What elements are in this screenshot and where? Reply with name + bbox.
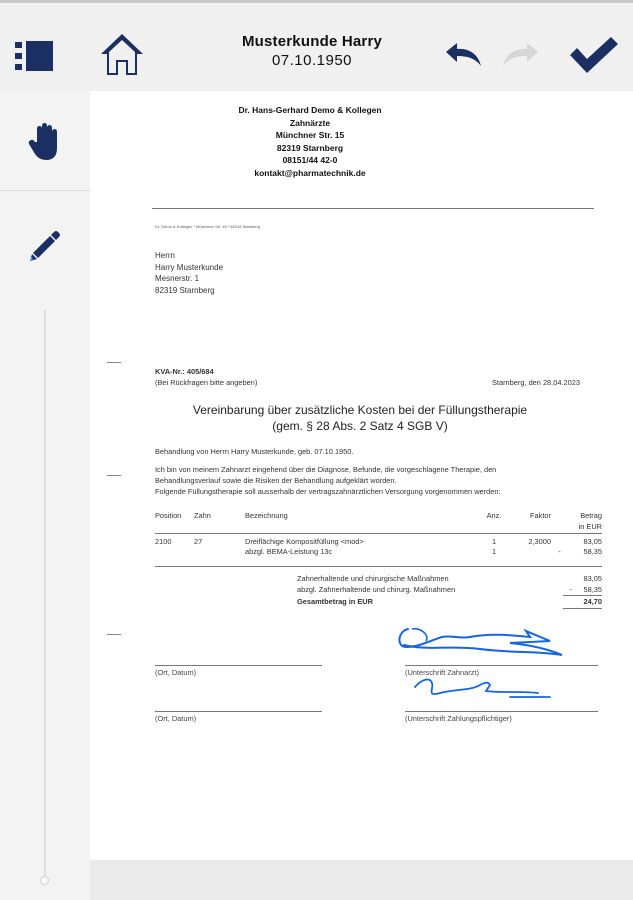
list-icon xyxy=(13,38,55,74)
paragraph-line-2: Behandlungsverlauf sowie die Risiken der Behandlung aufgeklärt worden. xyxy=(155,476,397,485)
checkmark-icon xyxy=(567,34,621,76)
sender-line-3: Münchner Str. 15 xyxy=(275,130,345,140)
row-1-amount: 83,05 xyxy=(583,536,602,546)
top-bar xyxy=(0,0,633,91)
total-rule-bottom xyxy=(563,608,602,609)
payer-signature-label: (Unterschrift Zahlungspflichtiger) xyxy=(405,714,512,723)
sender-line-5: 08151/44 42-0 xyxy=(282,155,338,165)
dentist-signature-label: (Unterschrift Zahnarzt) xyxy=(405,668,479,677)
confirm-button[interactable] xyxy=(566,33,622,77)
redo-button[interactable] xyxy=(498,37,544,73)
sender-line-1: Dr. Hans-Gerhard Demo & Kollegen xyxy=(238,105,382,115)
row-1-qty: 1 xyxy=(491,536,497,546)
row-2-tooth xyxy=(194,547,245,558)
kva-note: (Bei Rückfragen bitte angeben) xyxy=(155,378,258,387)
place-date-label-1: (Ort, Datum) xyxy=(155,668,197,677)
sender-line-2: Zahnärzte xyxy=(289,117,331,128)
sum-2-sign: - xyxy=(569,585,572,594)
redo-icon xyxy=(500,40,542,70)
col-sign xyxy=(551,511,568,533)
recipient-line-3: Mesnerstr. 1 xyxy=(155,274,200,283)
place-date: Starnberg, den 28.04.2023 xyxy=(492,378,580,387)
sum-1-label: Zahnerhaltende und chirurgische Maßnahmen xyxy=(297,574,449,583)
table-row xyxy=(155,547,602,558)
sum-row-2 xyxy=(297,584,602,595)
patient-birthdate: 07.10.1950 xyxy=(271,52,353,69)
fold-mark-3 xyxy=(107,634,121,635)
table-row xyxy=(155,537,602,548)
col-amount-line-1: Betrag xyxy=(580,511,602,520)
tool-sidebar xyxy=(0,91,90,900)
row-1-factor: 2,3000 xyxy=(528,536,551,546)
fold-mark-1 xyxy=(107,362,121,363)
dentist-signature-line xyxy=(405,665,598,666)
recipient-line-1: Herrn xyxy=(155,251,176,260)
home-icon xyxy=(98,31,146,77)
kva-number: KVA-Nr.: 405/684 xyxy=(155,367,214,376)
undo-icon xyxy=(442,40,484,70)
document-title xyxy=(150,402,570,434)
row-2-factor xyxy=(505,547,551,558)
row-1-tooth: 27 xyxy=(194,536,203,546)
pencil-icon xyxy=(28,228,62,262)
row-2-sign: - xyxy=(558,547,561,556)
recipient-line-2: Harry Musterkunde xyxy=(155,262,224,272)
patient-title xyxy=(212,33,412,69)
undo-button[interactable] xyxy=(440,37,486,73)
table-header-row xyxy=(155,511,602,533)
pan-tool-button[interactable] xyxy=(22,119,68,165)
col-factor: Faktor xyxy=(530,511,551,520)
consent-paragraph xyxy=(155,464,501,497)
sum-1-amount: 83,05 xyxy=(583,574,602,583)
sum-row-1 xyxy=(297,573,602,584)
table-end-rule xyxy=(155,566,602,567)
row-2-amount: 58,35 xyxy=(583,547,602,556)
sidebar-divider xyxy=(0,190,90,191)
list-menu-button[interactable] xyxy=(12,36,56,76)
pen-tool-button[interactable] xyxy=(24,225,66,265)
col-qty: Anz. xyxy=(486,511,502,520)
col-position: Position xyxy=(155,511,182,520)
row-2-description: abzgl. BEMA-Leistung 13c xyxy=(245,547,333,556)
treatment-of: Behandlung von Herrn Harry Musterkunde, geb. 07.10.1950. xyxy=(155,447,354,456)
hand-icon xyxy=(27,122,63,162)
fold-mark-2 xyxy=(107,475,121,476)
col-tooth: Zahn xyxy=(194,511,211,520)
place-date-label-2: (Ort, Datum) xyxy=(155,714,197,723)
page-bottom-gap xyxy=(90,860,633,900)
zoom-slider-track[interactable] xyxy=(44,310,46,880)
paragraph-line-1: Ich bin von meinem Zahnarzt eingehend über die Diagnose, Befunde, die vorgeschlagene Therapie, den xyxy=(155,465,497,474)
document-page[interactable] xyxy=(90,91,633,860)
paragraph-line-3: Folgende Füllungstherapie soll ausserhalb der vertragszahnärztlichen Versorgung vorgenommen werden: xyxy=(155,487,501,496)
col-amount xyxy=(568,511,602,533)
row-2-qty: 1 xyxy=(491,547,497,556)
payer-signature-line xyxy=(405,711,598,712)
total-amount: 24,70 xyxy=(583,597,602,606)
document-title-line-2: (gem. § 28 Abs. 2 Satz 4 SGB V) xyxy=(272,419,448,433)
dentist-signature xyxy=(390,621,570,666)
total-row xyxy=(297,596,602,607)
cost-table xyxy=(155,511,602,558)
row-1-position: 2100 xyxy=(155,536,172,546)
total-label: Gesamtbetrag in EUR xyxy=(297,597,373,606)
document-title-line-1: Vereinbarung über zusätzliche Kosten bei der Füllungstherapie xyxy=(192,403,528,417)
col-description: Bezeichnung xyxy=(245,511,288,520)
zoom-slider-handle[interactable] xyxy=(40,876,49,885)
sum-2-label: abzgl. Zahnerhaltende und chirurg. Maßnahmen xyxy=(297,585,456,594)
row-1-description: Dreiflächige Kompositfüllung <mod> xyxy=(245,536,364,546)
payer-signature xyxy=(410,673,560,703)
recipient-line-4: 82319 Starnberg xyxy=(155,285,215,295)
home-button[interactable] xyxy=(96,29,148,79)
row-2-position xyxy=(155,547,194,558)
row-1-sign xyxy=(551,537,568,548)
patient-name: Musterkunde Harry xyxy=(241,33,383,50)
sender-return-line: Dr. Demo & Kollegen * Münchner Str. 15 * 82319 Starnberg xyxy=(155,224,261,229)
sender-block xyxy=(190,104,430,179)
sender-line-4: 82319 Starnberg xyxy=(276,142,344,153)
col-amount-line-2: in EUR xyxy=(578,521,602,531)
place-date-line-1 xyxy=(155,665,322,666)
sum-2-amount: 58,35 xyxy=(583,585,602,594)
header-rule xyxy=(152,208,594,209)
sender-line-6: kontakt@pharmatechnik.de xyxy=(254,167,366,178)
place-date-line-2 xyxy=(155,711,322,712)
recipient-address xyxy=(155,250,223,296)
